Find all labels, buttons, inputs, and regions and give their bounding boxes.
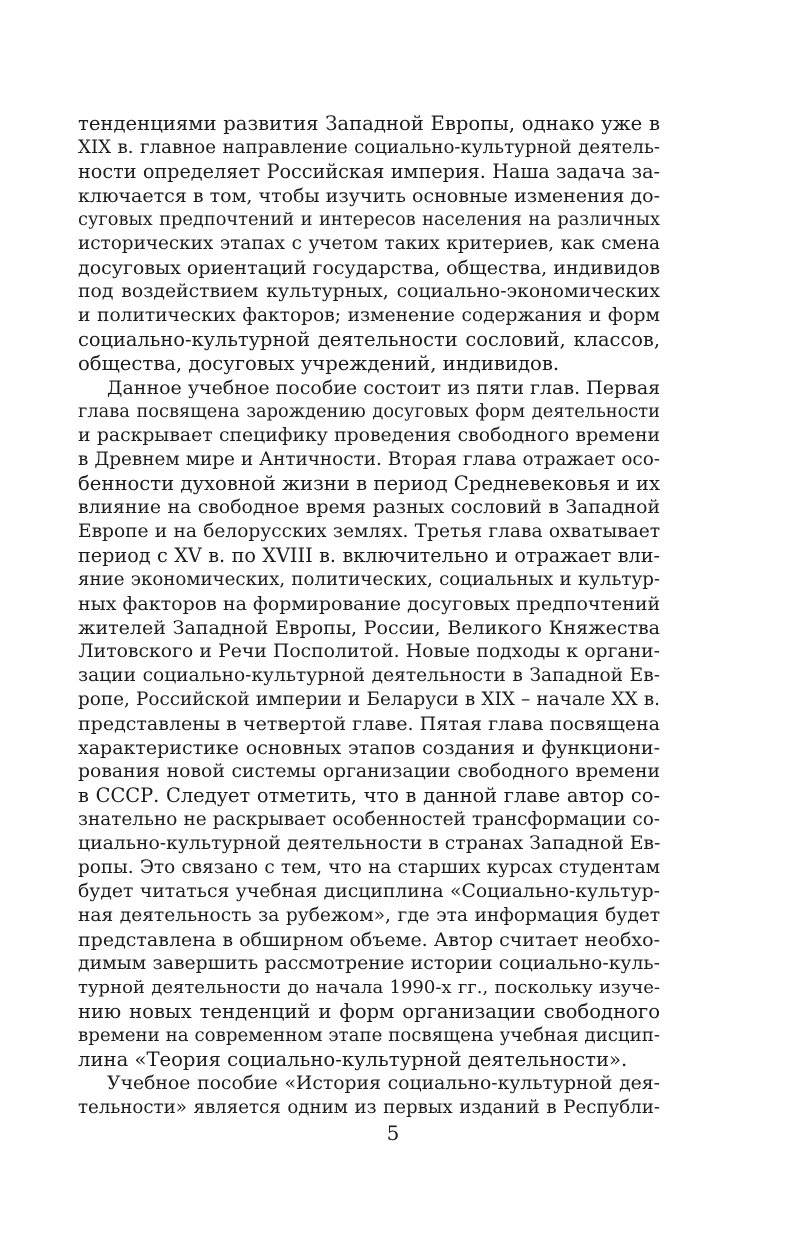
text-line: и политических факторов; изменение содержания и форм: [78, 305, 660, 326]
text-line: жителей Западной Европы, России, Великого Княжества: [78, 617, 660, 639]
text-line: лина «Теория социально-культурной деятельности».: [78, 1048, 628, 1071]
text-line: времени на современном этапе посвящена учебная дисцип-: [78, 1025, 660, 1046]
text-line: ная деятельность за рубежом», где эта информация будет: [78, 905, 660, 926]
text-line: досуговых ориентаций государства, общества, индивидов: [78, 257, 660, 279]
text-line: социально-культурной деятельности сословий, классов,: [78, 328, 660, 351]
text-line: знательно не раскрывает особенностей трансформации со-: [78, 809, 660, 830]
text-line: ключается в том, чтобы изучить основные изменения до-: [78, 185, 660, 207]
text-line: период с XV в. по XVIII в. включительно и отражает вли-: [78, 544, 660, 567]
paragraph-first-line: Учебное пособие «История социально-культурной дея-: [107, 1073, 660, 1094]
text-line: рования новой системы организации свободного времени: [78, 761, 660, 782]
text-line: общества, досуговых учреждений, индивидов.: [78, 352, 560, 375]
text-line: представлены в четвертой главе. Пятая глава посвящена: [78, 713, 660, 735]
text-line: зации социально-культурной деятельности в Западной Ев-: [78, 665, 660, 686]
text-line: тельности» является одним из первых изданий в Республи-: [78, 1097, 660, 1118]
text-line: и раскрывает специфику проведения свободного времени: [78, 425, 660, 446]
text-line: исторических этапах с учетом таких критериев, как смена: [78, 233, 660, 254]
text-line: нию новых тенденций и форм организации свободного: [78, 1000, 660, 1023]
text-line: тенденциями развития Западной Европы, однако уже в: [78, 112, 660, 135]
text-line: будет читаться учебная дисциплина «Социально-культур-: [78, 881, 660, 902]
text-line: Европе и на белорусских землях. Третья глава охватывает: [78, 521, 660, 542]
paragraph-first-line: Данное учебное пособие состоит из пяти глав. Первая: [107, 377, 660, 399]
text-line: циально-культурной деятельности в странах Западной Ев-: [78, 833, 660, 854]
text-line: ных факторов на формирование досуговых предпочтений: [78, 593, 660, 615]
text-line: в СССР. Следует отметить, что в данной главе автор со-: [78, 784, 660, 807]
text-line: бенности духовной жизни в период Средневековья и их: [78, 472, 660, 495]
text-line: Литовского и Речи Посполитой. Новые подходы к органи-: [78, 641, 660, 662]
body-text: [78, 112, 660, 1120]
text-line: ропе, Российской империи и Беларуси в XIX – начале XX в.: [78, 689, 660, 710]
text-line: характеристике основных этапов создания и функциони-: [78, 737, 660, 759]
text-line: ности определяет Российская империя. Наша задача за-: [78, 160, 660, 183]
text-line: димым завершить рассмотрение истории социально-куль-: [78, 953, 660, 974]
text-line: в Древнем мире и Античности. Вторая глава отражает осо-: [78, 449, 660, 470]
text-line: представлена в обширном объеме. Автор считает необхо-: [78, 929, 660, 951]
text-line: ропы. Это связано с тем, что на старших курсах студентам: [78, 857, 660, 878]
text-line: турной деятельности до начала 1990-х гг., поскольку изуче-: [78, 977, 660, 998]
text-line: глава посвящена зарождению досуговых форм деятельности: [78, 401, 660, 422]
text-line: влияние на свободное время разных сословий в Западной: [78, 497, 660, 518]
text-line: суговых предпочтений и интересов населения на различных: [78, 209, 660, 230]
text-line: под воздействием культурных, социально-экономических: [78, 281, 660, 302]
text-line: яние экономических, политических, социальных и культур-: [78, 569, 660, 590]
page-number: 5: [386, 1121, 400, 1145]
text-line: XIX в. главное направление социально-культурной деятель-: [78, 137, 660, 158]
